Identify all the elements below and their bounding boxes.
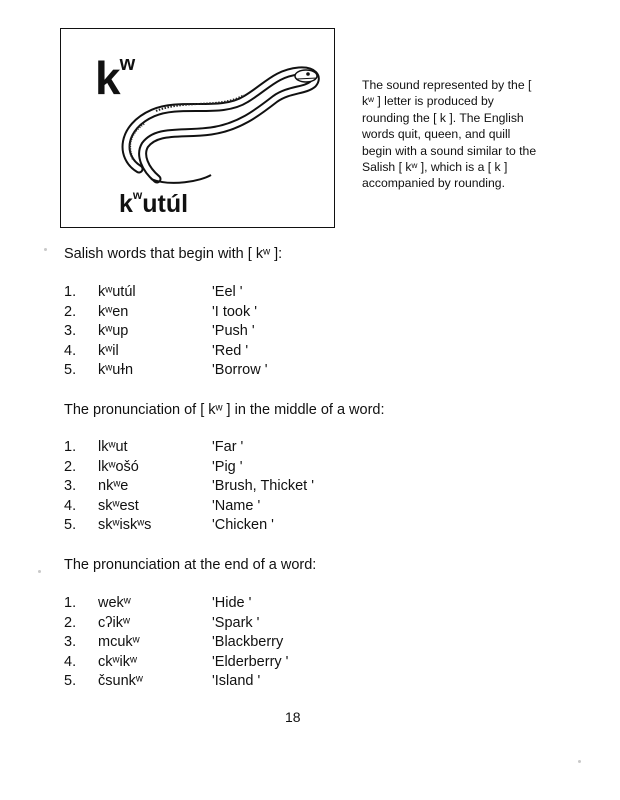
list-item: 2. lkʷošó 'Pig ' <box>64 458 243 475</box>
list-item: 5. kʷuɫn 'Borrow ' <box>64 362 268 378</box>
word-list-initial <box>64 283 394 381</box>
word-list-middle <box>64 438 394 536</box>
list-item: 1. kʷutúl 'Eel ' <box>64 284 243 300</box>
list-item: 4. kʷil 'Red ' <box>64 342 249 359</box>
list-item: 5. čsunkʷ 'Island ' <box>64 673 261 689</box>
list-item: 3. mcukʷ 'Blackberry <box>64 634 284 650</box>
explanation-note: The sound represented by the [ kʷ ] letter is produced by rounding the [ k ]. The English words quit, queen, and quill begin with a sound similar to the Salish [ kʷ ], which is a [ k ] accompanied by rounding. <box>362 78 537 191</box>
section-heading-final: The pronunciation at the end of a word: <box>64 557 317 573</box>
section-heading-initial: Salish words that begin with [ kʷ ]: <box>64 246 283 262</box>
illustration-letter: $k^w$ <box>95 52 135 104</box>
list-item: 4. ckʷikʷ 'Elderberry ' <box>64 653 289 670</box>
scan-speck <box>578 760 581 763</box>
list-item: 1. lkʷut 'Far ' <box>64 439 244 455</box>
list-item: 1. wekʷ 'Hide ' <box>64 595 252 611</box>
list-item: 4. skʷest 'Name ' <box>64 497 261 514</box>
list-item: 3. nkʷe 'Brush, Thicket ' <box>64 478 314 494</box>
list-item: 2. cʔikʷ 'Spark ' <box>64 614 260 631</box>
page-number: 18 <box>285 709 301 725</box>
scan-speck <box>44 248 47 251</box>
list-item: 5. skʷiskʷs 'Chicken ' <box>64 517 274 533</box>
list-item: 2. kʷen 'I took ' <box>64 303 258 320</box>
scan-speck <box>38 570 41 573</box>
section-heading-middle: The pronunciation of [ kʷ ] in the middle of a word: <box>64 402 385 418</box>
eel-icon <box>61 29 336 229</box>
list-item: 3. kʷup 'Push ' <box>64 323 255 339</box>
illustration-box <box>60 28 335 228</box>
illustration-word: $k^wutúl$ <box>119 187 189 218</box>
word-list-final <box>64 594 394 692</box>
